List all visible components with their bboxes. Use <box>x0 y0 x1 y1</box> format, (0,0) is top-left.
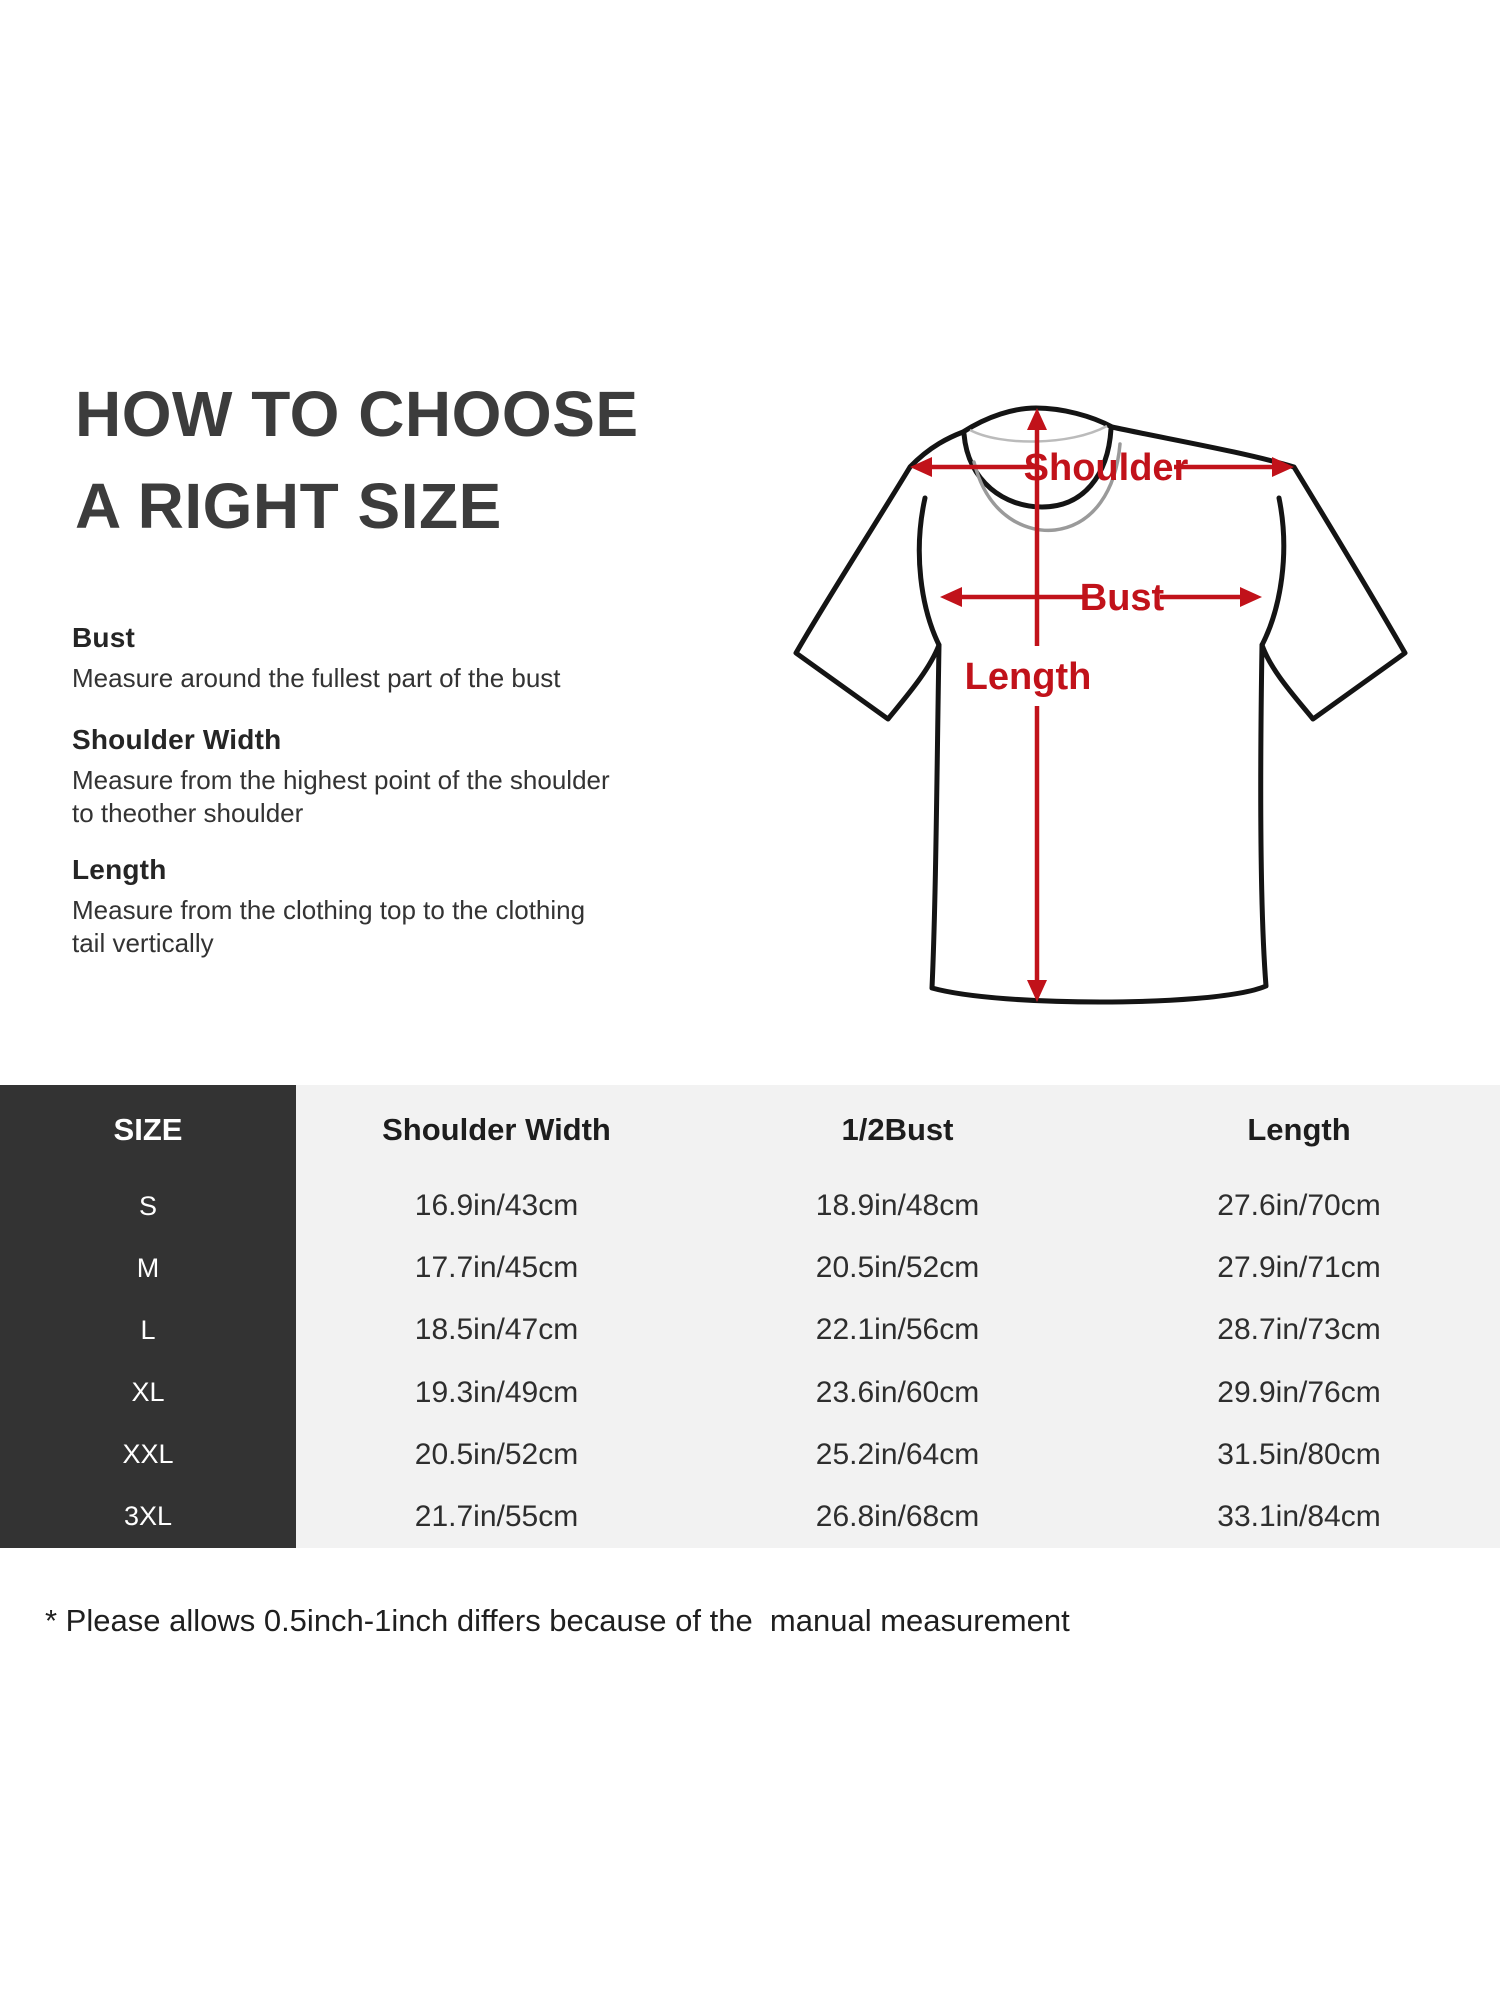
instruction-bust <box>72 622 612 695</box>
measurement-value: 20.5in/52cm <box>815 1251 980 1285</box>
measurement-value: 20.5in/52cm <box>414 1437 579 1471</box>
measurement-value: 17.7in/45cm <box>414 1251 579 1285</box>
instruction-shoulder-text: Measure from the highest point of the shoulder to theother shoulder <box>72 765 610 828</box>
measurement-disclaimer: * Please allows 0.5inch-1inch differs because of the manual measurement <box>45 1603 1070 1638</box>
measurement-value: 27.6in/70cm <box>1217 1189 1381 1223</box>
tshirt-measurement-diagram <box>600 280 1480 1080</box>
instruction-bust-text: Measure around the fullest part of the bust <box>72 663 561 693</box>
instruction-shoulder-width <box>72 724 612 830</box>
instruction-length <box>72 854 612 960</box>
measurement-value: 29.9in/76cm <box>1217 1375 1381 1409</box>
page-title-line1: HOW TO CHOOSE <box>75 378 639 450</box>
size-column-header: SIZE <box>0 1085 296 1175</box>
measurement-value: 18.9in/48cm <box>815 1189 980 1223</box>
measurement-value: 27.9in/71cm <box>1217 1251 1381 1285</box>
length-column-header: Length <box>1247 1112 1351 1147</box>
measurement-value: 31.5in/80cm <box>1217 1437 1381 1471</box>
measurement-value: 26.8in/68cm <box>815 1499 980 1533</box>
length-arrow-label: Length <box>964 656 1092 698</box>
page-title <box>75 368 639 552</box>
measurement-value: 33.1in/84cm <box>1217 1499 1381 1533</box>
size-label: S <box>0 1175 296 1237</box>
measurement-value: 25.2in/64cm <box>815 1437 980 1471</box>
measurement-value: 19.3in/49cm <box>414 1375 579 1409</box>
measurement-value: 18.5in/47cm <box>414 1313 579 1347</box>
measurement-value: 23.6in/60cm <box>815 1375 980 1409</box>
size-label: XL <box>0 1361 296 1423</box>
size-label: 3XL <box>0 1486 296 1548</box>
size-table <box>0 1085 1500 1548</box>
size-label: XXL <box>0 1424 296 1486</box>
size-label: M <box>0 1237 296 1299</box>
tshirt-outline-icon <box>796 408 1405 1002</box>
size-label: L <box>0 1299 296 1361</box>
measurement-value: 16.9in/43cm <box>414 1189 579 1223</box>
half-bust-column-header: 1/2Bust <box>841 1112 954 1147</box>
measurement-value: 21.7in/55cm <box>414 1499 579 1533</box>
page-title-line2: A RIGHT SIZE <box>75 470 502 542</box>
instruction-length-heading: Length <box>72 854 167 885</box>
shoulder-width-column-header: Shoulder Width <box>382 1112 611 1147</box>
instruction-length-text: Measure from the clothing top to the clothing tail vertically <box>72 895 586 958</box>
shoulder-arrow-label: Shoulder <box>1023 447 1189 489</box>
measurement-value: 22.1in/56cm <box>815 1313 980 1347</box>
instruction-shoulder-heading: Shoulder Width <box>72 724 282 755</box>
bust-arrow-label: Bust <box>1079 577 1165 619</box>
instruction-bust-heading: Bust <box>72 622 136 653</box>
measurement-value: 28.7in/73cm <box>1217 1313 1381 1347</box>
